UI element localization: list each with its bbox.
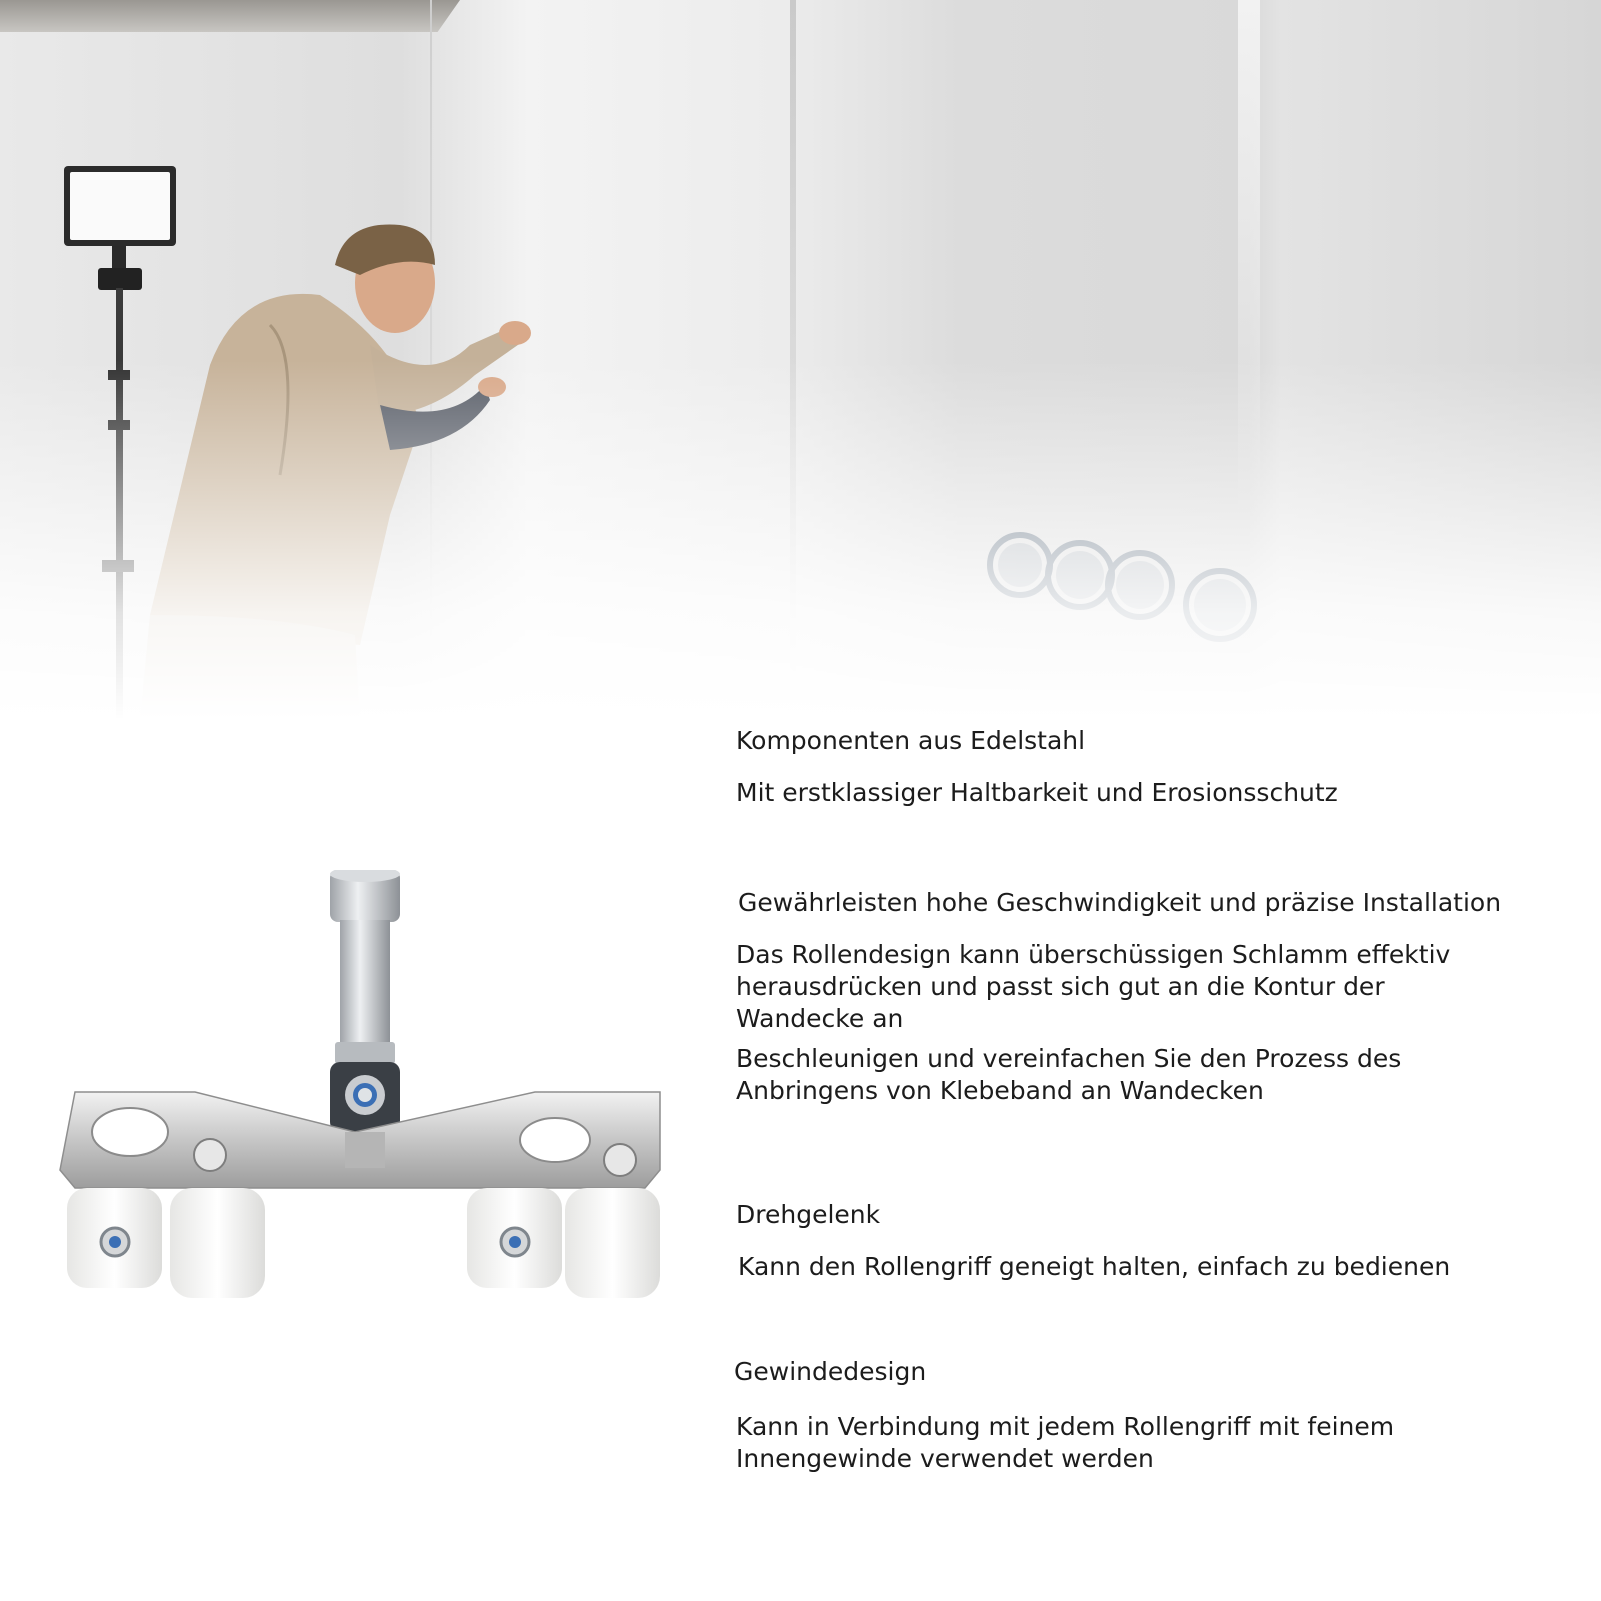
corner-roller-product [55, 870, 695, 1330]
feature-title-geschwindigkeit: Gewährleisten hohe Geschwindigkeit und präzise Installation [738, 888, 1502, 917]
feature-desc-line: herausdrücken und passt sich gut an die Kontur der [736, 972, 1385, 1001]
feature-desc-drehgelenk: Kann den Rollengriff geneigt halten, einfach zu bedienen [738, 1252, 1451, 1281]
feature-desc-edelstahl: Mit erstklassiger Haltbarkeit und Erosionsschutz [736, 778, 1338, 807]
feature-title-drehgelenk: Drehgelenk [736, 1200, 881, 1229]
hero-photo [0, 0, 1601, 720]
white-fade-overlay [0, 360, 1601, 720]
feature-desc-line: Anbringens von Klebeband an Wandecken [736, 1076, 1264, 1105]
ceiling-edge [0, 0, 460, 32]
feature-title-gewinde: Gewindedesign [734, 1357, 927, 1386]
feature-desc-line: Das Rollendesign kann überschüssigen Schlamm effektiv [736, 940, 1451, 969]
feature-desc-line: Innengewinde verwendet werden [736, 1444, 1154, 1473]
feature-desc-line: Kann in Verbindung mit jedem Rollengriff mit feinem [736, 1412, 1395, 1441]
feature-title-edelstahl: Komponenten aus Edelstahl [736, 726, 1086, 755]
feature-desc-line: Beschleunigen und vereinfachen Sie den Prozess des [736, 1044, 1402, 1073]
feature-desc-line: Wandecke an [736, 1004, 904, 1033]
